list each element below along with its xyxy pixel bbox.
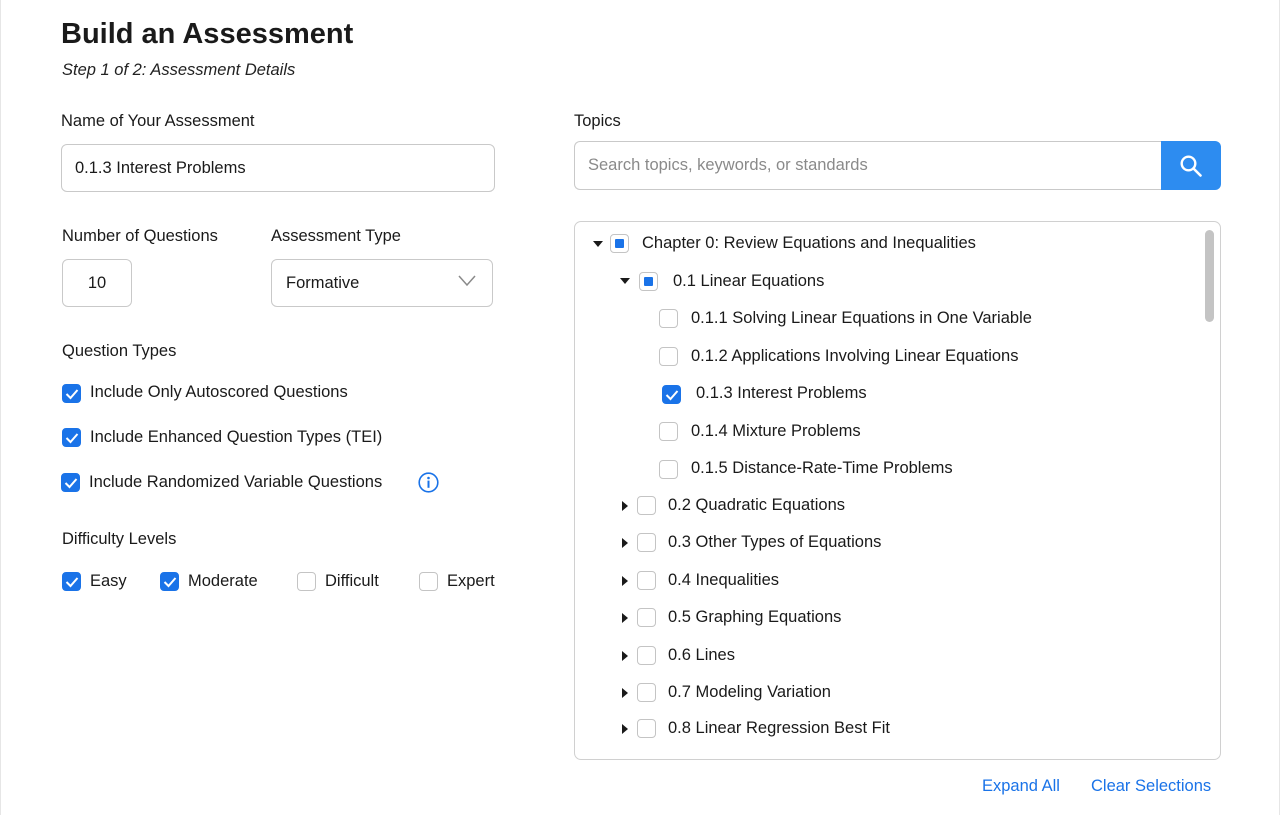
- expand-section-0-8-toggle[interactable]: [622, 724, 628, 734]
- autoscored-label: Include Only Autoscored Questions: [90, 383, 348, 401]
- section-0-7-label: 0.7 Modeling Variation: [668, 683, 831, 701]
- difficulty-difficult-checkbox[interactable]: [297, 572, 316, 591]
- num-questions-input[interactable]: [62, 259, 132, 307]
- subsection-0-1-4-label: 0.1.4 Mixture Problems: [691, 422, 861, 440]
- section-0-3-label: 0.3 Other Types of Equations: [668, 533, 882, 551]
- subsection-0-1-4-checkbox[interactable]: [659, 422, 678, 441]
- section-0-8-checkbox[interactable]: [637, 719, 656, 738]
- topic-search-input[interactable]: [574, 141, 1164, 190]
- section-0-6-label: 0.6 Lines: [668, 646, 735, 664]
- chapter-0-label: Chapter 0: Review Equations and Inequalities: [642, 234, 976, 252]
- checkmark-icon: [65, 576, 79, 588]
- section-0-3-checkbox[interactable]: [637, 533, 656, 552]
- subsection-0-1-5-checkbox[interactable]: [659, 460, 678, 479]
- difficulty-easy-checkbox[interactable]: [62, 572, 81, 591]
- collapse-chapter-toggle[interactable]: [593, 241, 603, 247]
- subsection-0-1-5-label: 0.1.5 Distance-Rate-Time Problems: [691, 459, 953, 477]
- clear-selections-link[interactable]: Clear Selections: [1091, 777, 1212, 795]
- section-0-4-checkbox[interactable]: [637, 571, 656, 590]
- difficulty-expert-label: Expert: [447, 572, 495, 590]
- randomized-label: Include Randomized Variable Questions: [89, 473, 383, 491]
- section-0-1-checkbox[interactable]: [639, 272, 658, 291]
- section-0-5-checkbox[interactable]: [637, 608, 656, 627]
- checkmark-icon: [65, 432, 79, 444]
- section-0-8-label: 0.8 Linear Regression Best Fit: [668, 719, 890, 737]
- checkmark-icon: [665, 389, 679, 401]
- difficulty-levels-label: Difficulty Levels: [62, 530, 177, 548]
- subsection-0-1-2-checkbox[interactable]: [659, 347, 678, 366]
- checkmark-icon: [65, 388, 79, 400]
- difficulty-expert-checkbox[interactable]: [419, 572, 438, 591]
- assessment-type-select[interactable]: [271, 259, 493, 307]
- expand-section-0-3-toggle[interactable]: [622, 538, 628, 548]
- expand-section-0-5-toggle[interactable]: [622, 613, 628, 623]
- tei-checkbox[interactable]: [62, 428, 81, 447]
- question-types-label: Question Types: [62, 342, 177, 360]
- page-title: Build an Assessment: [61, 18, 354, 50]
- section-0-4-label: 0.4 Inequalities: [668, 571, 779, 589]
- section-0-5-label: 0.5 Graphing Equations: [668, 608, 842, 626]
- subsection-0-1-1-label: 0.1.1 Solving Linear Equations in One Variable: [691, 309, 1032, 327]
- section-0-6-checkbox[interactable]: [637, 646, 656, 665]
- subsection-0-1-3-checkbox[interactable]: [662, 385, 681, 404]
- difficulty-moderate-checkbox[interactable]: [160, 572, 179, 591]
- expand-section-0-6-toggle[interactable]: [622, 651, 628, 661]
- expand-section-0-7-toggle[interactable]: [622, 688, 628, 698]
- tei-label: Include Enhanced Question Types (TEI): [90, 428, 383, 446]
- collapse-section-0-1-toggle[interactable]: [620, 278, 630, 284]
- difficulty-moderate-label: Moderate: [188, 572, 258, 590]
- num-questions-label: Number of Questions: [62, 227, 218, 245]
- chevron-down-icon: [458, 275, 476, 287]
- difficulty-easy-label: Easy: [90, 572, 127, 590]
- assessment-type-label: Assessment Type: [271, 227, 401, 245]
- section-0-2-label: 0.2 Quadratic Equations: [668, 496, 846, 514]
- randomized-checkbox[interactable]: [61, 473, 80, 492]
- checkmark-icon: [64, 477, 78, 489]
- topics-label: Topics: [574, 112, 621, 130]
- section-0-2-checkbox[interactable]: [637, 496, 656, 515]
- section-0-1-label: 0.1 Linear Equations: [673, 272, 825, 290]
- expand-all-link[interactable]: Expand All: [982, 777, 1060, 795]
- assessment-type-value: Formative: [286, 274, 360, 292]
- expand-section-0-4-toggle[interactable]: [622, 576, 628, 586]
- subsection-0-1-1-checkbox[interactable]: [659, 309, 678, 328]
- search-icon: [1180, 155, 1202, 177]
- checkmark-icon: [163, 576, 177, 588]
- info-icon[interactable]: [418, 472, 439, 493]
- tree-scrollbar[interactable]: [1205, 230, 1214, 322]
- difficulty-difficult-label: Difficult: [325, 572, 379, 590]
- chapter-0-checkbox[interactable]: [610, 234, 629, 253]
- subsection-0-1-3-label: 0.1.3 Interest Problems: [696, 384, 867, 402]
- topics-tree: [574, 221, 1221, 760]
- topic-search-button[interactable]: [1161, 141, 1221, 190]
- subsection-0-1-2-label: 0.1.2 Applications Involving Linear Equations: [691, 347, 1019, 365]
- expand-section-0-2-toggle[interactable]: [622, 501, 628, 511]
- assessment-name-label: Name of Your Assessment: [61, 112, 255, 130]
- autoscored-checkbox[interactable]: [62, 384, 81, 403]
- section-0-7-checkbox[interactable]: [637, 683, 656, 702]
- assessment-name-input[interactable]: [61, 144, 495, 192]
- step-indicator: Step 1 of 2: Assessment Details: [62, 61, 296, 79]
